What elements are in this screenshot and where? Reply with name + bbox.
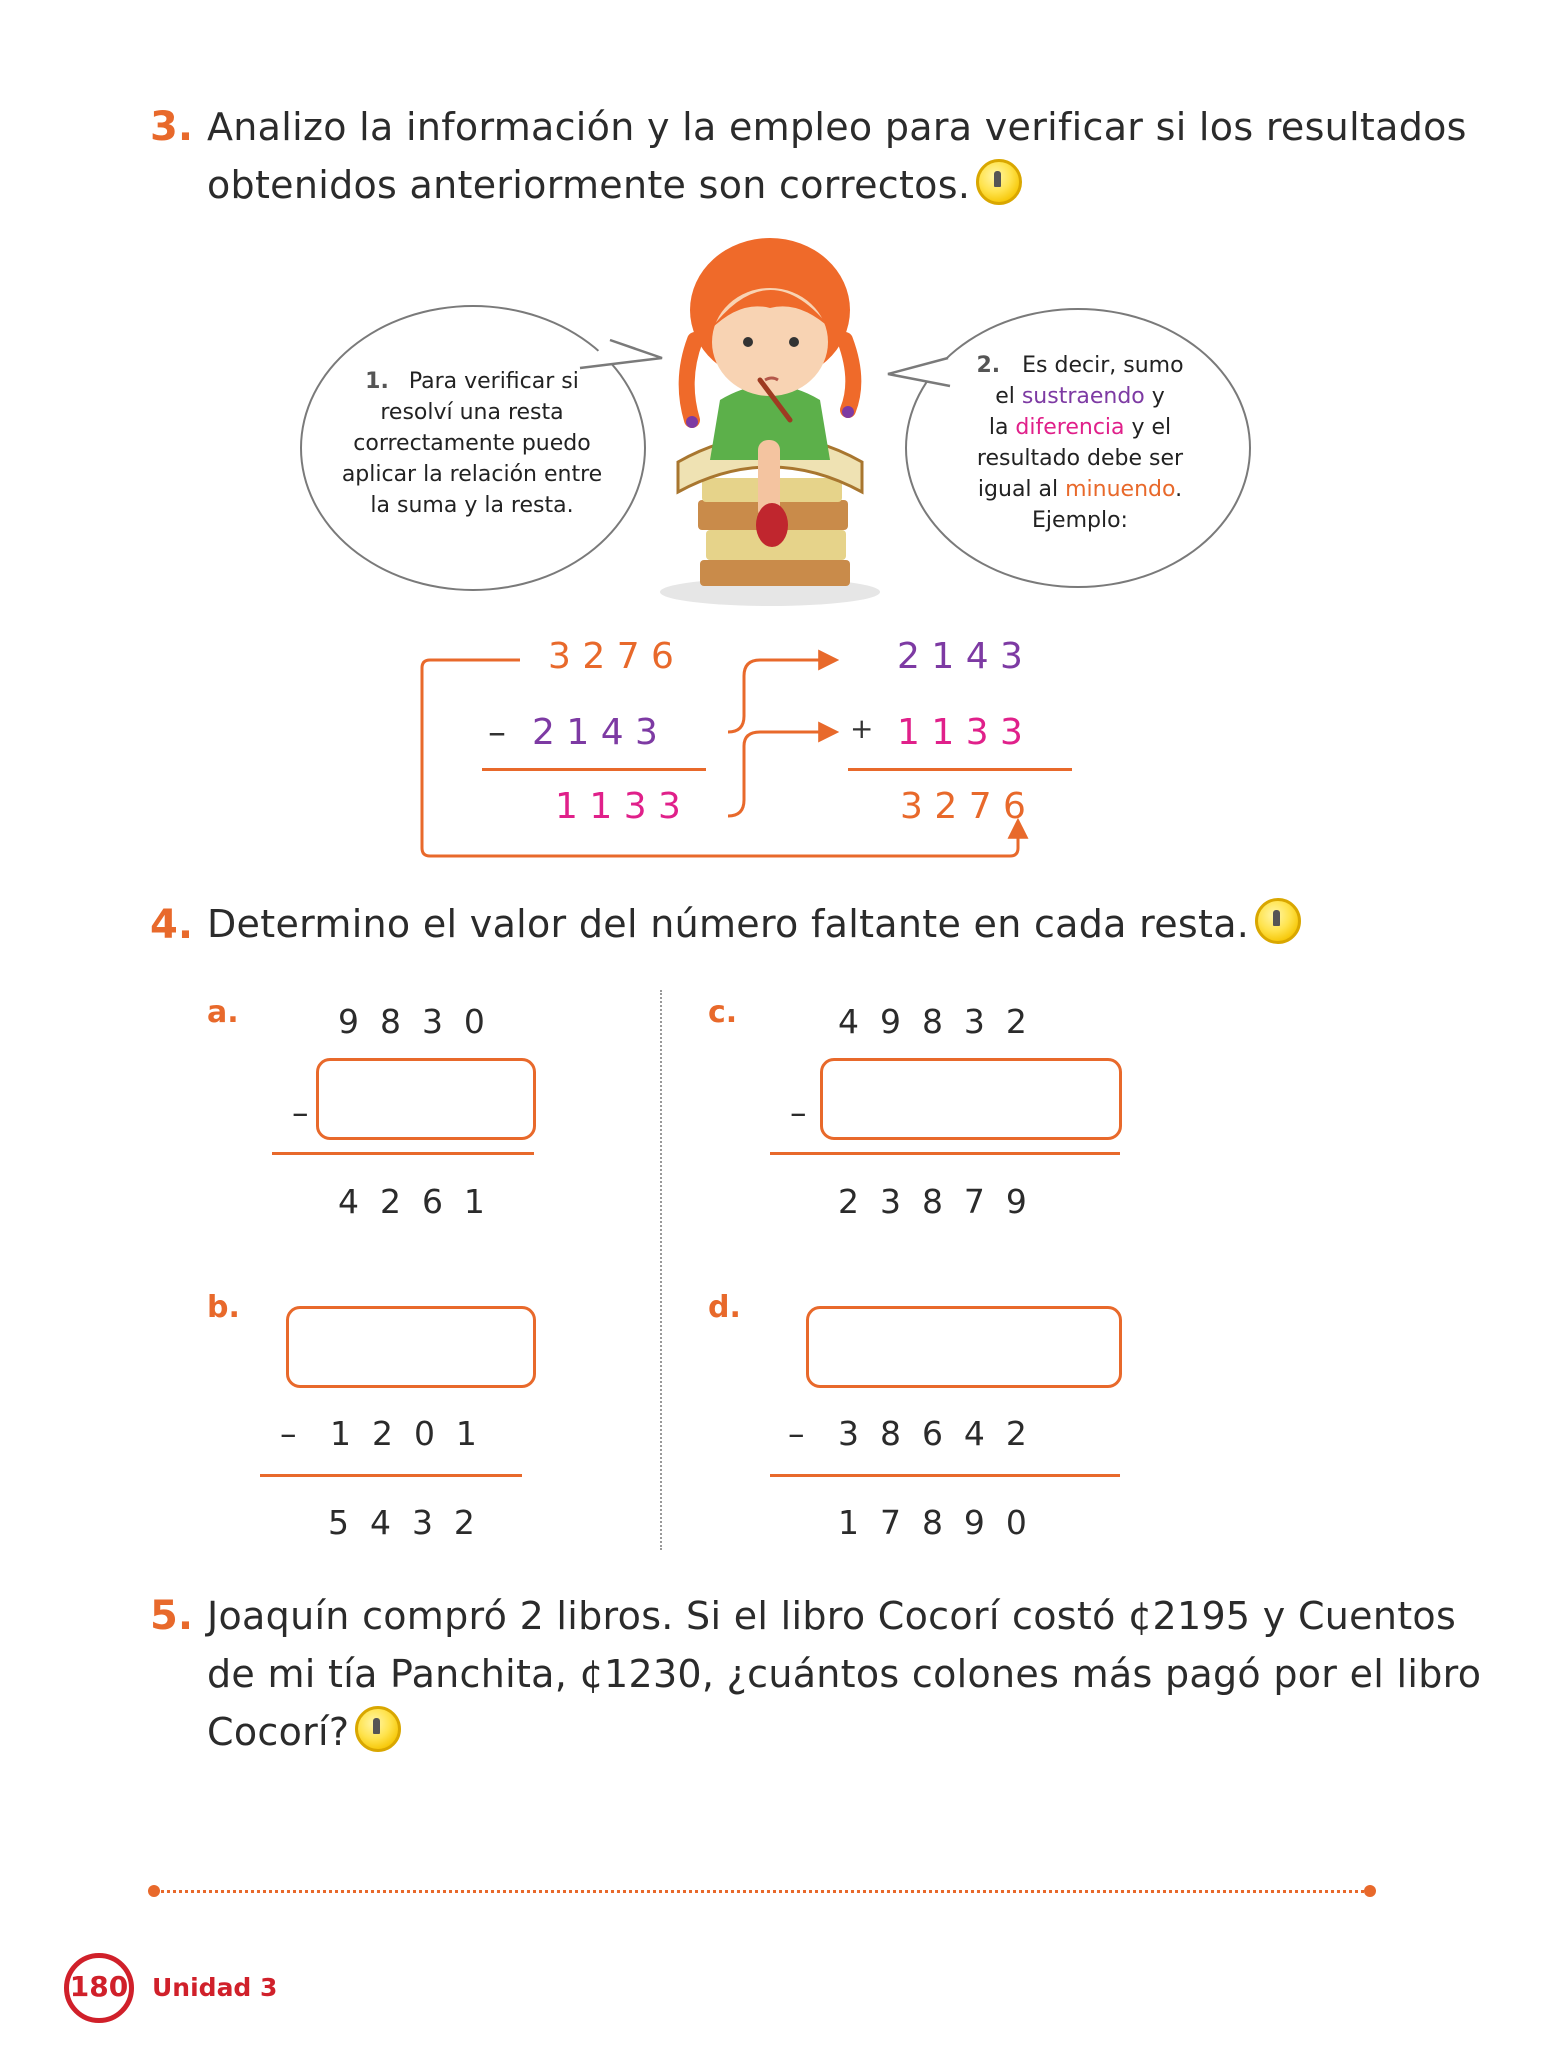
bubble-right-number: 2.: [976, 353, 1001, 378]
example-sub-difference: 1 1 3 3: [555, 786, 681, 827]
term-sustraendo: sustraendo: [1021, 384, 1145, 409]
example-add-line: [848, 768, 1072, 771]
example-add-second: 1 1 3 3: [897, 712, 1023, 753]
exercise-a-operator: –: [292, 1093, 309, 1132]
exercise-a-letter: a.: [207, 995, 239, 1030]
exercise-b-subtrahend: 1 2 0 1: [330, 1414, 477, 1453]
exercise-c-answer-box[interactable]: [820, 1058, 1122, 1140]
question-5-line-3-wrap: [207, 1703, 401, 1761]
bubble-right-line-4: resultado debe ser: [976, 446, 1184, 471]
bubble-left-line-1: Para verificar si: [408, 369, 579, 394]
question-3-line-1: Analizo la información y la empleo para verificar si los resultados: [207, 105, 1467, 149]
bubble-right-line-3: la diferencia y el: [988, 415, 1172, 440]
exercise-d-result: 1 7 8 9 0: [838, 1503, 1027, 1542]
exercise-b-line: [260, 1474, 522, 1477]
example-add-operator: +: [850, 712, 874, 745]
exercise-d-answer-box[interactable]: [806, 1306, 1122, 1388]
exercise-d-letter: d.: [708, 1290, 741, 1325]
example-sub-minuend: 3 2 7 6: [548, 636, 674, 677]
lightbulb-icon: [355, 1706, 401, 1752]
bubble-left-line-3: correctamente puedo: [353, 431, 591, 456]
question-4-number: 4.: [150, 902, 194, 948]
example-sub-line: [482, 768, 706, 771]
bubble-right-line-2: el sustraendo y: [995, 384, 1165, 409]
question-5-line-3: Cocorí?: [207, 1710, 350, 1754]
speech-bubble-right-text: [940, 350, 1220, 536]
exercise-c-letter: c.: [708, 995, 738, 1030]
question-3-line-2-wrap: [207, 156, 1022, 214]
bubble-left-line-5: la suma y la resta.: [370, 493, 574, 518]
example-add-result: 3 2 7 6: [900, 786, 1026, 827]
exercise-a-answer-box[interactable]: [316, 1058, 536, 1140]
exercise-b-result: 5 4 3 2: [328, 1503, 475, 1542]
question-4-text-wrap: [207, 895, 1301, 953]
question-4-text: Determino el valor del número faltante en cada resta.: [207, 902, 1250, 946]
bubble-left-line-2: resolví una resta: [380, 400, 564, 425]
bubble-right-line-1: Es decir, sumo: [1022, 353, 1184, 378]
exercise-b-operator: –: [280, 1414, 297, 1453]
exercise-a-result: 4 2 6 1: [338, 1182, 485, 1221]
question-5-line-2: de mi tía Panchita, ¢1230, ¿cuántos colones más pagó por el libro: [207, 1652, 1482, 1696]
bubble-right-line-5: igual al minuendo.: [977, 477, 1183, 502]
page-number-badge: 180: [64, 1953, 134, 2023]
example-sub-operator: –: [488, 712, 506, 753]
exercise-a-line: [272, 1152, 534, 1155]
exercise-a-minuend: 9 8 3 0: [338, 1002, 485, 1041]
question-3-number: 3.: [150, 104, 194, 150]
exercise-b-letter: b.: [207, 1290, 240, 1325]
lightbulb-icon: [976, 159, 1022, 205]
footer-rule-dot-right: [1364, 1885, 1376, 1897]
term-minuendo: minuendo: [1065, 477, 1176, 502]
question-5-line-1: Joaquín compró 2 libros. Si el libro Cocorí costó ¢2195 y Cuentos: [207, 1594, 1457, 1638]
exercise-c-line: [770, 1152, 1120, 1155]
exercise-c-operator: –: [790, 1093, 807, 1132]
bubble-left-line-4: aplicar la relación entre: [341, 462, 603, 487]
exercise-b-answer-box[interactable]: [286, 1306, 536, 1388]
bubble-right-line-6: Ejemplo:: [1032, 508, 1128, 533]
question-3-line-2: obtenidos anteriormente son correctos.: [207, 163, 971, 207]
footer-rule-dot-left: [148, 1885, 160, 1897]
footer-dotted-rule: [154, 1890, 1370, 1893]
exercise-d-operator: –: [788, 1414, 805, 1453]
bubble-left-number: 1.: [365, 369, 389, 394]
example-add-first: 2 1 4 3: [897, 636, 1023, 677]
term-diferencia: diferencia: [1015, 415, 1125, 440]
column-divider: [660, 990, 662, 1550]
lightbulb-icon: [1255, 898, 1301, 944]
exercise-d-line: [770, 1474, 1120, 1477]
footer-unit-label: Unidad 3: [152, 1973, 278, 2002]
question-5-number: 5.: [150, 1593, 194, 1639]
girl-reading-illustration: [640, 230, 900, 610]
exercise-c-result: 2 3 8 7 9: [838, 1182, 1027, 1221]
exercise-d-subtrahend: 3 8 6 4 2: [838, 1414, 1027, 1453]
exercise-c-minuend: 4 9 8 3 2: [838, 1002, 1027, 1041]
speech-bubble-left-text: [332, 366, 612, 521]
example-sub-subtrahend: 2 1 4 3: [532, 712, 658, 753]
